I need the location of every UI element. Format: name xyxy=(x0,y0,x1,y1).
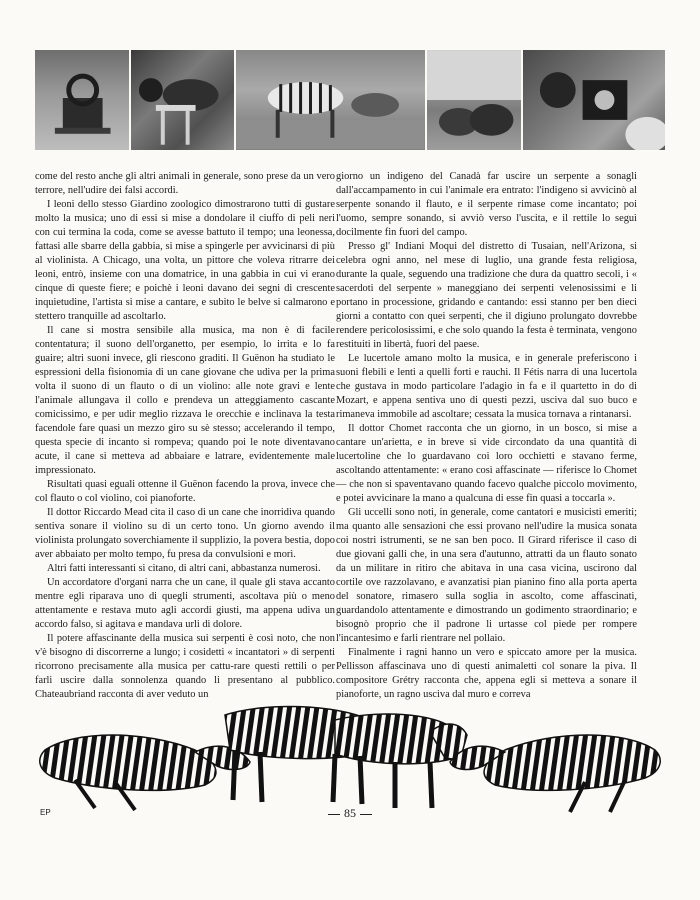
paragraph: Il dottor Riccardo Mead cita il caso di un cane che inorridiva quando sentiva sonare il violino su di un certo tono. Un giorno avendo il violinista prolungato soverchiamente il supplizio, la povera bestia, dopo aver abbaiato per molto tempo, fu presa da convulsioni e morì. xyxy=(35,507,335,560)
paragraph: Gli uccelli sono noti, in generale, come cantatori e musicisti emeriti; ma quanto alle sensazioni che essi provano nell'udire la musica sonata coi nostri istrumenti, se ne san ben poco. Il Girard riferisce il caso di due giovani galli che, in una sera d'autunno, attratti da un flauto sonato da un militare in ritiro che abitava in una casa vicina, uscirono dal cortile ove razzolavano, e avanzatisi pian pianino fino alla porta aperta del sonatore, rimasero sulla soglia in ascolto, come affascinati, guardandolo attentamente e dimostrando un godimento straordinario; e bisognò proprio che il padrone li urtasse col piede per rompere l'incantesimo e farli rientrare nel pollaio. xyxy=(336,507,637,644)
paragraph: Presso gl' Indiani Moqui del distretto di Tusaian, nell'Arizona, si celebra ogni anno, nel mese di luglio, una grande festa religiosa, durante la quale, seguendo una tradizione che dura da quattro secoli, i « sacerdoti del serpente » maneggiano dei serpenti velenosissimi e li portano in processione, gridando e cantando: essi stanno per ben dieci giorni a contatto con quei serpenti, che il digiuno prolungato dovrebbe rendere pericolosissimi, e che solo quando la festa è terminata, vengono restituiti in libertà, fuori del paese. xyxy=(336,241,637,350)
paragraph: Il cane si mostra sensibile alla musica, ma non è di facile contentatura; il suono dell'organetto, per esempio, lo irrita e lo fa guaire; altri suoni invece, gli riescono graditi. Il Guënon ha studiato le espressioni della fisionomia di un cane giovane che udiva per la prima volta il suono di un flauto o di un violino: alle note gravi e lente l'animale allungava il collo e prendeva un atteggiamento cascante comicissimo, e per udir meglio rizzava le orecchie e inclinava la testa facendole fare quasi un mezzo giro su sè stesso; accelerando il tempo, questa specie di incanto si rompeva; quando poi le note diventavano acute, il cane si metteva ad abbaiare e latrare, evidentemente male impressionato. xyxy=(35,325,335,476)
photo-elephants xyxy=(427,50,521,150)
paragraph: giorno un indigeno del Canadà far uscire un serpente a sonagli dall'accampamento in cui l'animale era entrato: l'indigeno si avvicinò al serpente sonando il flauto, e il serpente rimase come incantato; poi l'uomo, sempre sonando, si avviò verso l'uscita, e il rettile lo seguì docilmente fin fuori del campo. xyxy=(336,171,637,238)
text-column-right xyxy=(336,170,637,702)
paragraph: Un accordatore d'organi narra che un cane, il quale gli stava accanto mentre egli riparava uno di quegli strumenti, ascoltava più o meno attentamente e restava muto agli accordi giusti, ma appena udiva un accordo falso, si agitava e mandava urli di dolore. xyxy=(35,577,335,630)
illustrator-signature: EP xyxy=(40,808,51,817)
zebra-left-reclining xyxy=(40,735,250,810)
paragraph: Le lucertole amano molto la musica, e in generale preferiscono i suoni flebili e lenti a quelli forti e rauchi. Il Fétis narra di una lucertola che gustava in modo particolare l'adagio in fa e il quartetto in do di Mozart, e appena sentiva uno di questi pezzi, usciva dal suo buco e rimaneva immobile ad ascoltare; cessata la musica tornava a rintanarsi. xyxy=(336,353,637,420)
folio-dash xyxy=(328,814,340,815)
photo-gramophone-keeper xyxy=(523,50,665,150)
paragraph: Finalmente i ragni hanno un vero e spiccato amore per la musica. Pellisson affascinava uno di questi animaletti col sonare la piva. Il compositore Grétry racconta che, appena egli si metteva a sonare il pianoforte, un ragno usciva dal muro e correva xyxy=(336,647,637,700)
zebra-center-group xyxy=(225,706,467,808)
photo-strip xyxy=(35,50,665,150)
paragraph: come del resto anche gli altri animali in generale, sono prese da un vero terrore, nell'udire dei falsi accordi. xyxy=(35,171,335,196)
photo-zebras-enclosure xyxy=(236,50,425,150)
paragraph: Il dottor Chomet racconta che un giorno, in un bosco, si mise a cantare un'arietta, e in breve si vide circondato da una quantità di lucertoline che lo guardavano coi loro occhietti e stavano ferme, ascoltando attentamente: « erano così affascinate — riferisce lo Chomet — che non si spaventavano quando facevo qualche piccolo movimento, e potei avvicinare la mano a qualcuna di esse fin quasi a toccarla ». xyxy=(336,423,637,504)
paragraph: Altri fatti interessanti si citano, di altri cani, abbastanza numerosi. xyxy=(47,563,321,574)
zebra-right-reclining xyxy=(450,735,660,812)
page-number-text: 85 xyxy=(344,806,356,820)
photo-phonograph xyxy=(35,50,129,150)
zebra-frieze-illustration xyxy=(35,690,665,825)
paragraph: Risultati quasi eguali ottenne il Guënon facendo la prova, invece che col flauto o col violino, coi pianoforte. xyxy=(35,479,335,504)
page-number xyxy=(0,806,700,821)
paragraph: Il potere affascinante della musica sui serpenti è così noto, che non v'è bisogno di discorrerne a lungo; i cosidetti « incantatori » di serpenti ricorrono precisamente alla musica per cattu-rare questi rettili o per farli uscire dalla sonnolenza quando li presentano al pubblico. Chateaubriand racconta di aver veduto un xyxy=(35,633,335,700)
paragraph: I leoni dello stesso Giardino zoologico dimostrarono tutti di gustare molto la musica; uno di essi si mise a dondolare il ciuffo di peli neri con cui termina la coda, come se avesse battuto il tempo; una leonessa, fattasi alle sbarre della gabbia, si mise a spingerle per avvicinarsi di più al violinista. A Chicago, una volta, un pittore che voleva ritrarre dei leoni, entrò, insieme con una domatrice, in una gabbia in cui vi erano cinque di queste fiere; e poichè i leoni davano dei segni di crescente inquietudine, l'artista si mise a cantare, e subito le belve si calmarono e stettero tranquille ad ascoltarlo. xyxy=(35,199,335,322)
text-column-left xyxy=(35,170,335,702)
folio-dash xyxy=(360,814,372,815)
photo-leopard-stool xyxy=(131,50,233,150)
